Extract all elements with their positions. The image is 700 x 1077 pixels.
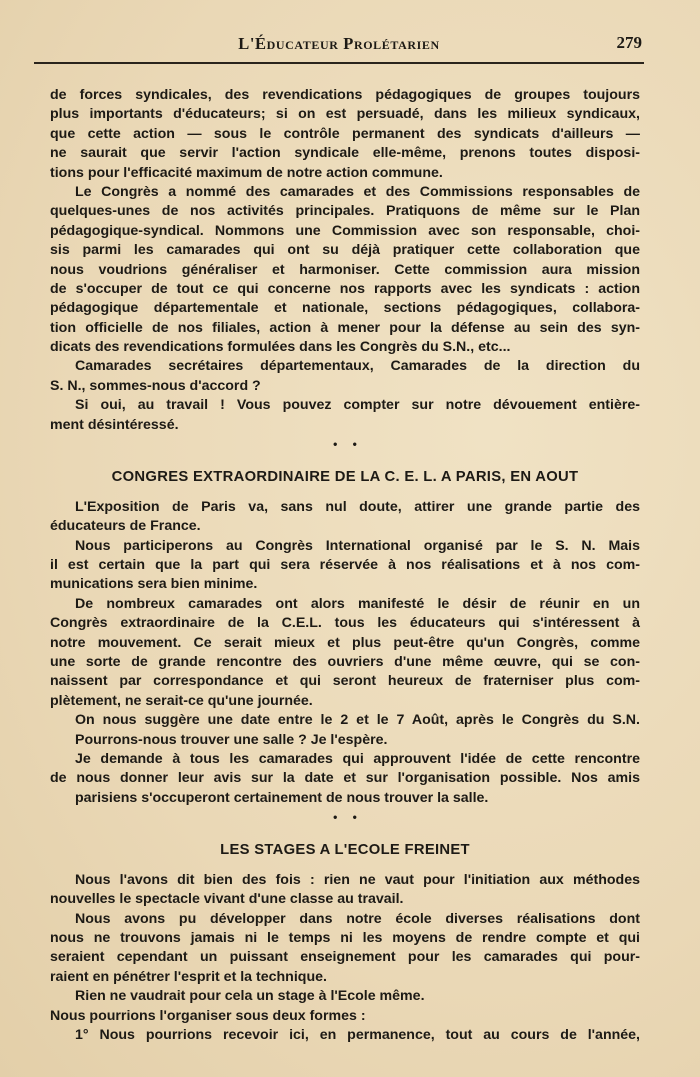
text-line: parisiens s'occuperont certainement de nous trouver la salle.: [75, 789, 489, 806]
running-title: L'Éducateur Prolétarien: [238, 34, 440, 53]
text-line: Si oui, au travail ! Vous pouvez compter sur notre dévouement entière-: [75, 397, 640, 414]
text-line: pédagogique départementale et nationale, sections pédagogiques, collabora-: [50, 300, 640, 317]
text-line: Je demande à tous les camarades qui approuvent l'idée de cette rencontre: [75, 750, 640, 767]
text-line: il est certain que la part qui sera réservée à nos réalisations et à nos com-: [50, 556, 640, 573]
text-line: L'Exposition de Paris va, sans nul doute, attirer une grande partie des: [75, 498, 640, 515]
text-line: éducateurs de France.: [50, 518, 201, 535]
article-body: [50, 86, 640, 1045]
text-line: nouvelles le spectacle vivant d'une classe au travail.: [50, 891, 404, 908]
section-separator: • •: [333, 437, 363, 452]
text-line: naissent par correspondance et qui seront heureux de fraterniser plus com-: [50, 673, 640, 690]
text-line: notre mouvement. Ce serait mieux et plus peut-être qu'un Congrès, comme: [50, 634, 640, 651]
text-line: ne saurait que servir l'action syndicale elle-même, prenons toutes disposi-: [50, 145, 640, 162]
text-line: de nous donner leur avis sur la date et sur l'organisation possible. Nos amis: [50, 770, 640, 787]
text-line: Nous l'avons dit bien des fois : rien ne vaut pour l'initiation aux méthodes: [75, 871, 640, 888]
text-line: une sorte de grande rencontre des ouvriers d'une même œuvre, qui se con-: [50, 653, 640, 670]
page-header: [34, 30, 644, 64]
text-line: De nombreux camarades ont alors manifesté le désir de réunir en un: [75, 595, 640, 612]
section-heading: LES STAGES A L'ECOLE FREINET: [220, 842, 470, 859]
section-heading: CONGRES EXTRAORDINAIRE DE LA C. E. L. A PARIS, EN AOUT: [111, 469, 579, 486]
text-line: quelques-unes de nos activités principales. Pratiquons de même sur le Plan: [50, 203, 640, 220]
section-separator: • •: [333, 810, 363, 825]
text-line: que cette action — sous le contrôle permanent des syndicats d'ailleurs —: [50, 125, 640, 142]
text-line: Le Congrès a nommé des camarades et des Commissions responsables de: [75, 183, 640, 200]
text-line: seraient cependant un puissant enseignement pour les camarades qui pour-: [50, 949, 640, 966]
text-line: pédagogique-syndical. Nommons une Commission avec son responsable, choi-: [50, 222, 640, 239]
text-line: dicats des revendications formulées dans les Congrès du S.N., etc...: [50, 339, 511, 356]
text-line: 1° Nous pourrions recevoir ici, en permanence, tout au cours de l'année,: [75, 1026, 640, 1043]
page-number: 279: [616, 33, 642, 52]
text-line: de s'occuper de tout ce qui concerne nos rapports avec les syndicats : action: [50, 280, 640, 297]
text-line: Nous participerons au Congrès International organisé par le S. N. Mais: [75, 537, 640, 554]
text-line: Congrès extraordinaire de la C.E.L. tous les éducateurs qui s'intéressent à: [50, 615, 640, 632]
text-line: Camarades secrétaires départementaux, Camarades de la direction du: [75, 358, 640, 375]
text-line: de forces syndicales, des revendications pédagogiques de groupes toujours: [50, 87, 640, 103]
text-line: plètement, ne serait-ce qu'une journée.: [50, 692, 313, 709]
text-line: munications sera bien minime.: [50, 576, 258, 593]
text-line: Nous pourrions l'organiser sous deux formes :: [50, 1007, 366, 1024]
text-line: Nous avons pu développer dans notre école diverses réalisations dont: [75, 910, 640, 927]
text-line: Pourrons-nous trouver une salle ? Je l'espère.: [75, 731, 388, 748]
text-line: Rien ne vaudrait pour cela un stage à l'Ecole même.: [75, 988, 425, 1005]
text-line: tion officielle de nos filiales, action à mener pour la défense au sein des syn-: [50, 319, 640, 336]
text-line: nous voudrions généraliser et harmoniser. Cette commission aura mission: [50, 261, 640, 278]
text-line: nous ne trouvons jamais ni le temps ni les moyens de rendre compte et qui: [50, 930, 640, 947]
text-line: ment désintéressé.: [50, 416, 179, 433]
text-line: tions pour l'efficacité maximum de notre action commune.: [50, 164, 443, 181]
text-line: plus importants d'éducateurs; si on est persuadé, dans les milieux syndicaux,: [50, 106, 640, 123]
text-line: S. N., sommes-nous d'accord ?: [50, 377, 261, 394]
text-line: sis parmi les camarades qui ont su déjà pratiquer cette collaboration que: [50, 242, 640, 259]
text-line: On nous suggère une date entre le 2 et le 7 Août, après le Congrès du S.N.: [75, 712, 640, 729]
text-line: raient en pénétrer l'esprit et la technique.: [50, 968, 327, 985]
